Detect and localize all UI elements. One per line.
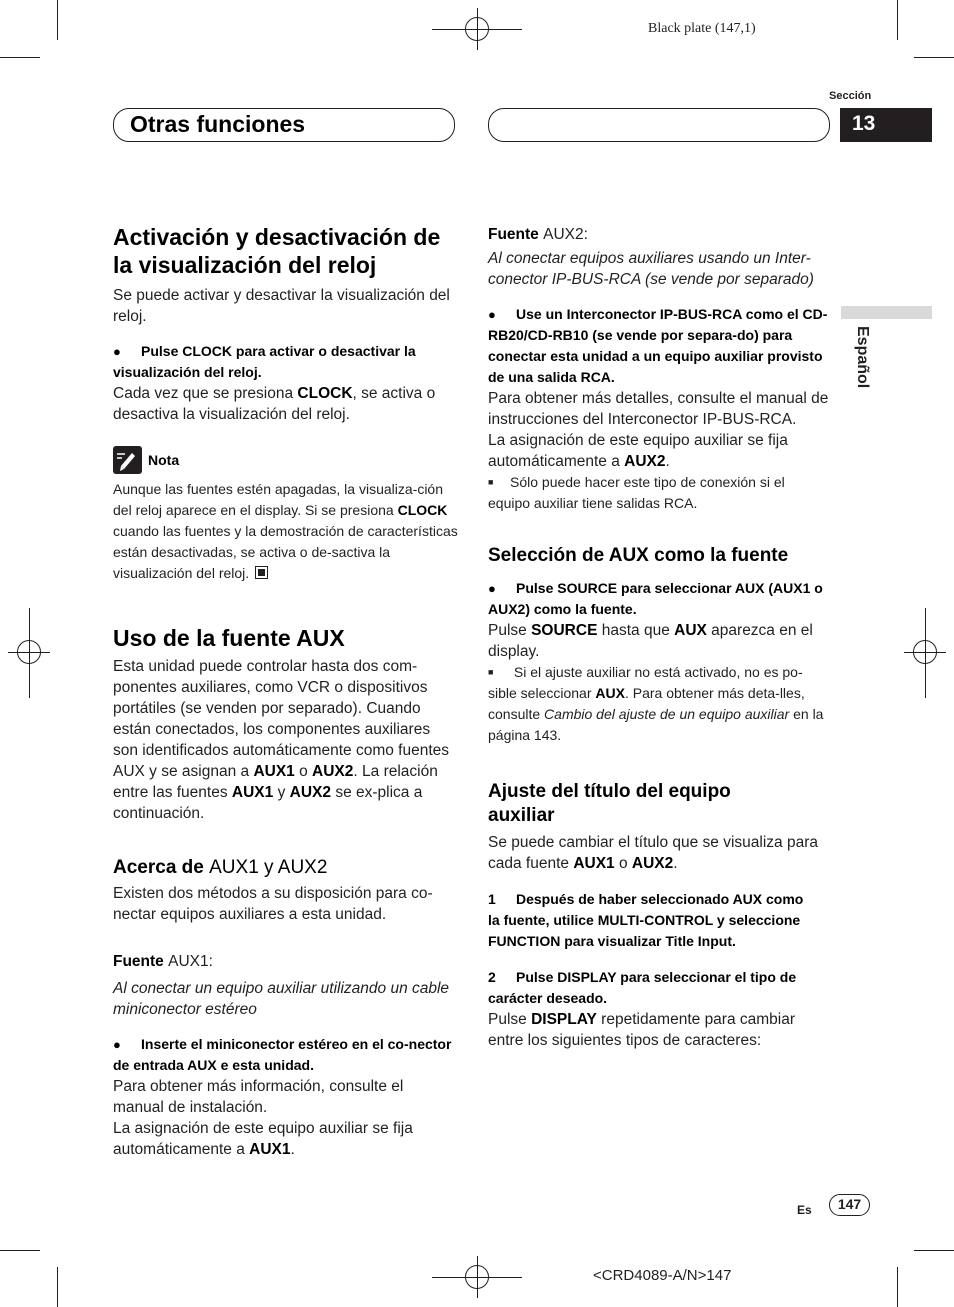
source2-note (488, 472, 830, 514)
select-desc-a: Pulse (488, 622, 532, 639)
aux1-term-2: AUX1 (231, 784, 274, 801)
select-aux-title: Selección de AUX como la fuente (488, 545, 789, 566)
chapter-title-box (113, 108, 455, 142)
source1-assign (113, 1118, 458, 1160)
note-post: cuando las fuentes y la demostración de características están desactivadas, se activa o de-sactiva la visualización del reloj. (113, 523, 458, 581)
header-empty-box (488, 108, 830, 142)
title-step-2 (488, 967, 830, 1009)
clock-step-text: Pulse CLOCK para activar o desactivar la visualización del reloj. (113, 343, 416, 380)
about-title-a: Acerca de (113, 857, 210, 878)
source2-assign (488, 430, 830, 472)
note-key: CLOCK (397, 502, 448, 518)
aux-intro-post: se ex-plica a continuación. (113, 784, 423, 822)
end-mark-icon (255, 566, 268, 579)
source1-desc: Al conectar un equipo auxiliar utilizando un cable miniconector estéreo (113, 980, 450, 1018)
source1-assign-pre: La asignación de este equipo auxiliar se fija automáticamente a (113, 1120, 413, 1158)
clock-key: CLOCK (297, 385, 353, 402)
title-aux1: AUX1 (573, 855, 615, 872)
select-aux-note (488, 662, 830, 746)
source2-info: Para obtener más detalles, consulte el manual de instrucciones del Interconector IP-BUS-RCA. (488, 390, 829, 428)
step1-number: 1 (488, 891, 496, 907)
aux2-term: AUX2 (312, 763, 354, 780)
clock-desc-pre: Cada vez que se presiona (113, 385, 298, 402)
about-aux-body: Existen dos métodos a su disposición para co-nectar equipos auxiliares a esta unidad. (113, 885, 433, 923)
clock-section-title: Activación y desactivación de la visualización del reloj (113, 224, 441, 278)
aux-intro (113, 656, 458, 824)
title-intro-pre: Se puede cambiar el título que se visualiza para cada fuente (488, 834, 819, 872)
select-note-val: AUX (595, 685, 625, 701)
note-icon (113, 446, 142, 474)
source2-name: AUX2: (543, 226, 588, 243)
source1-period: . (290, 1141, 295, 1158)
source1-name: AUX1: (168, 953, 213, 970)
title-step-1 (488, 889, 818, 952)
section-number: 13 (852, 112, 876, 135)
title-step-2-desc (488, 1009, 830, 1051)
select-desc-c: aparezca en el display. (488, 622, 813, 660)
source2-note-text: Sólo puede hacer este tipo de conexión si el equipo auxiliar tiene salidas RCA. (488, 474, 785, 511)
note-label: Nota (148, 452, 180, 468)
clock-intro: Se puede activar y desactivar la visualización del reloj. (113, 287, 450, 325)
right-column (488, 224, 830, 1051)
step2-key: DISPLAY (531, 1011, 597, 1028)
source2-step (488, 304, 830, 388)
aux1-term: AUX1 (253, 763, 295, 780)
aux-and: y (273, 784, 290, 801)
source2-desc: Al conectar equipos auxiliares usando un Inter-conector IP-BUS-RCA (se vende por separado) (488, 250, 814, 288)
aux-or: o (294, 763, 313, 780)
source2-label-a: Fuente (488, 226, 544, 243)
page-number: 147 (837, 1196, 862, 1212)
clock-desc-post: , se activa o desactiva la visualización del reloj. (113, 385, 436, 423)
note-header (113, 445, 458, 475)
select-note-link: Cambio del ajuste de un equipo auxiliar (544, 706, 790, 722)
section-label: Sección (829, 90, 872, 102)
about-title-b: AUX1 y AUX2 (209, 857, 328, 878)
source1-step (113, 1034, 458, 1076)
title-aux2: AUX2 (631, 855, 674, 872)
note-pre: Aunque las fuentes estén apagadas, la visualiza-ción del reloj aparece en el display. Si se presiona (113, 481, 443, 518)
note-text (113, 479, 458, 584)
select-aux-step-text: Pulse SOURCE para seleccionar AUX (AUX1 o AUX2) como la fuente. (488, 580, 823, 617)
source2-period: . (665, 453, 670, 470)
select-note-b: . Para obtener más deta-lles, consulte (488, 685, 805, 722)
footer-lang-code: Es (797, 1203, 812, 1217)
select-val: AUX (674, 622, 707, 639)
page-number-badge (829, 1194, 870, 1216)
step1-text: Después de haber seleccionado AUX como la fuente, utilice MULTI-CONTROL y seleccione FUNCTION para visualizar Title Input. (488, 891, 804, 949)
step2-text: Pulse DISPLAY para seleccionar el tipo de carácter deseado. (488, 969, 797, 1006)
title-setting-intro (488, 832, 830, 874)
select-key: SOURCE (531, 622, 598, 639)
doc-code: <CRD4089-A/N>147 (593, 1267, 732, 1284)
step2-desc-b: repetidamente para cambiar entre los siguientes tipos de caracteres: (488, 1011, 796, 1049)
clock-step (113, 341, 458, 383)
select-desc-b: hasta que (597, 622, 675, 639)
title-or: o (614, 855, 632, 872)
language-label: Español (854, 326, 871, 389)
select-aux-step (488, 578, 830, 620)
source1-label-a: Fuente (113, 953, 169, 970)
source2-step-text: Use un Interconector IP-BUS-RCA como el CD-RB20/CD-RB10 (se vende por separa-do) para conectar esta unidad a un equipo auxiliar provisto de una salida RCA. (488, 306, 828, 385)
source1-step-text: Inserte el miniconector estéreo en el co-nector de entrada AUX e esta unidad. (113, 1036, 452, 1073)
aux-intro-pre: Esta unidad puede controlar hasta dos com-ponentes auxiliares, como VCR o dispositivos portátiles (se venden por separado). Cuando están conectados, los componentes auxiliares son identificados automáticamente como fuentes AUX y se asignan a (113, 658, 450, 780)
plate-label: Black plate (147,1) (648, 21, 756, 36)
left-column (113, 223, 458, 1160)
aux-section-title: Uso de la fuente AUX (113, 625, 345, 651)
about-aux-title (113, 856, 458, 880)
title-period: . (673, 855, 678, 872)
language-tab-bar (841, 306, 932, 319)
chapter-title: Otras funciones (130, 111, 306, 137)
clock-desc (113, 383, 458, 425)
source1-info: Para obtener más información, consulte el manual de instalación. (113, 1078, 404, 1116)
source2-assign-pre: La asignación de este equipo auxiliar se fija automáticamente a (488, 432, 788, 470)
aux-intro-mid: . La relación entre las fuentes (113, 763, 438, 801)
title-setting-heading: Ajuste del título del equipo auxiliar (488, 781, 731, 826)
section-number-badge (840, 108, 932, 142)
source1-assign-val: AUX1 (249, 1141, 291, 1158)
aux2-term-2: AUX2 (289, 784, 332, 801)
source1-label (113, 951, 458, 972)
select-aux-desc (488, 620, 830, 662)
source2-assign-val: AUX2 (624, 453, 666, 470)
select-note-a: Si el ajuste auxiliar no está activado, no es po-sible seleccionar (488, 664, 803, 701)
step2-desc-a: Pulse (488, 1011, 532, 1028)
source2-label (488, 224, 830, 245)
language-tab (849, 326, 873, 406)
select-note-c: en la página 143. (488, 706, 824, 743)
step2-number: 2 (488, 969, 496, 985)
